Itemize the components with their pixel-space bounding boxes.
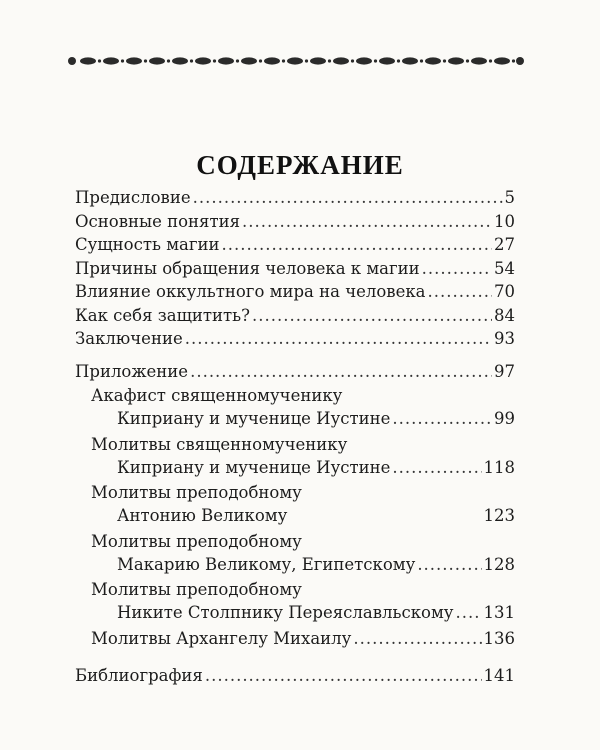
toc-entry-title: Молитвы Архангелу Михаилу [91,628,352,648]
toc-leader [242,210,492,234]
toc-page-number: 128 [483,554,515,574]
page-title: СОДЕРЖАНИЕ [196,150,404,180]
toc-entry-title-line2: Никите Столпнику Переяславльскому [117,603,454,622]
ornament-leaf [494,57,510,64]
ornament-leaf [379,57,395,64]
ornament-leaf [448,57,464,64]
toc-leader [185,327,492,351]
toc-entry-title-line2: Макарию Великому, Египетскому [117,554,416,574]
ornament-dot [466,59,469,62]
toc-entry-title: Сущность магии [75,235,220,254]
toc-leader [422,257,492,281]
ornament-dot [236,59,239,62]
toc-entry-essence-of-magic[interactable] [75,233,515,257]
ornament-dot [121,59,124,62]
toc-entry-preface[interactable] [75,186,515,210]
toc-entry-title: Основные понятия [75,211,240,231]
toc-leader [193,186,503,210]
toc-entry-title-line2: Киприану и мученице Иустине [117,409,391,428]
ornament-leaf [241,57,257,64]
ornament-dot [351,59,354,62]
toc-leader [353,627,481,651]
toc-entry-title-line2: Антонию Великому [117,506,288,525]
toc-page-number: 10 [494,211,515,231]
toc-entry-title: Приложение [75,361,189,381]
bleed-through-text [170,88,440,108]
toc-entry-title: Предисловие [75,188,191,207]
ornament-leaf [172,57,188,64]
toc-entry-title-line1: Молитвы преподобному [91,580,302,599]
toc-entry-title: Заключение [75,329,183,348]
toc-entry-title: Как себя защитить? [75,305,251,325]
toc-entry-prayers-michael[interactable] [75,627,515,651]
toc-page-number: 136 [483,628,515,648]
toc-leader [205,664,482,688]
toc-entry-akathist[interactable] [75,385,515,431]
table-of-contents [75,186,515,688]
toc-entry-prayers-nikita[interactable] [75,579,515,625]
ornament-dot [328,59,331,62]
toc-page-number: 5 [504,188,515,207]
toc-page-number: 97 [494,361,515,381]
ornament-dot [443,59,446,62]
toc-entry-bibliography[interactable] [75,664,515,688]
toc-entry-influence[interactable] [75,280,515,304]
ornament-dot [282,59,285,62]
toc-entry-appendix[interactable] [75,360,515,384]
toc-entry-prayers-anthony[interactable] [75,482,515,528]
toc-leader [392,407,492,431]
ornament-dot [144,59,147,62]
toc-leader [456,601,482,625]
toc-leader [222,233,492,257]
toc-page-number: 141 [483,666,515,685]
toc-entry-title: Влияние оккультного мира на человека [75,282,426,301]
ornament-leaf [80,57,96,64]
toc-entry-title-line1: Молитвы преподобному [91,483,302,502]
toc-entry-prayers-macarius[interactable] [75,531,515,577]
ornament-dot [397,59,400,62]
ornament-leaf [356,57,372,64]
toc-entry-title-line1: Молитвы священномученику [91,434,348,454]
ornament-leaf [126,57,142,64]
ornament-dot [167,59,170,62]
ornament-dot [305,59,308,62]
ornament-divider [66,54,526,68]
toc-page-number: 93 [494,329,515,348]
toc-entry-title-line1: Акафист священномученику [91,386,343,405]
toc-leader [190,360,492,384]
ornament-leaf [287,57,303,64]
ornament-dot [512,59,515,62]
ornament-leaf [471,57,487,64]
toc-entry-title: Причины обращения человека к магии [75,258,420,278]
ornament-leaf [425,57,441,64]
ornament-dot [190,59,193,62]
toc-entry-title: Библиография [75,666,203,685]
toc-entry-reasons[interactable] [75,257,515,281]
toc-page-number: 118 [483,457,515,477]
ornament-leaf [103,57,119,64]
ornament-leaf [310,57,326,64]
toc-page-number: 54 [494,258,515,278]
ornament-leaf [402,57,418,64]
toc-page-number: 131 [483,603,515,622]
ornament-dot [98,59,101,62]
ornament-leaf [333,57,349,64]
toc-entry-protect[interactable] [75,304,515,328]
ornament-dot [213,59,216,62]
ornament-leaf [218,57,234,64]
ornament-dot [259,59,262,62]
toc-leader [392,456,481,480]
toc-entry-conclusion[interactable] [75,327,515,351]
toc-entry-basic-concepts[interactable] [75,210,515,234]
toc-page-number: 123 [483,506,515,525]
ornament-dot [420,59,423,62]
toc-entry-title-line1: Молитвы преподобному [91,531,302,551]
ornament-leaf [264,57,280,64]
toc-entry-title-line2: Киприану и мученице Иустине [117,457,391,477]
toc-entry-prayers-cyprian[interactable] [75,434,515,480]
toc-leader [252,304,492,328]
ornament-dot [489,59,492,62]
ornament-leaf [195,57,211,64]
toc-page-number: 99 [494,409,515,428]
toc-page-number: 84 [494,305,515,325]
toc-page-number: 70 [494,282,515,301]
toc-page-number: 27 [494,235,515,254]
ornament-leaf [149,57,165,64]
toc-leader [417,553,481,577]
toc-leader [427,280,492,304]
ornament-dot [374,59,377,62]
